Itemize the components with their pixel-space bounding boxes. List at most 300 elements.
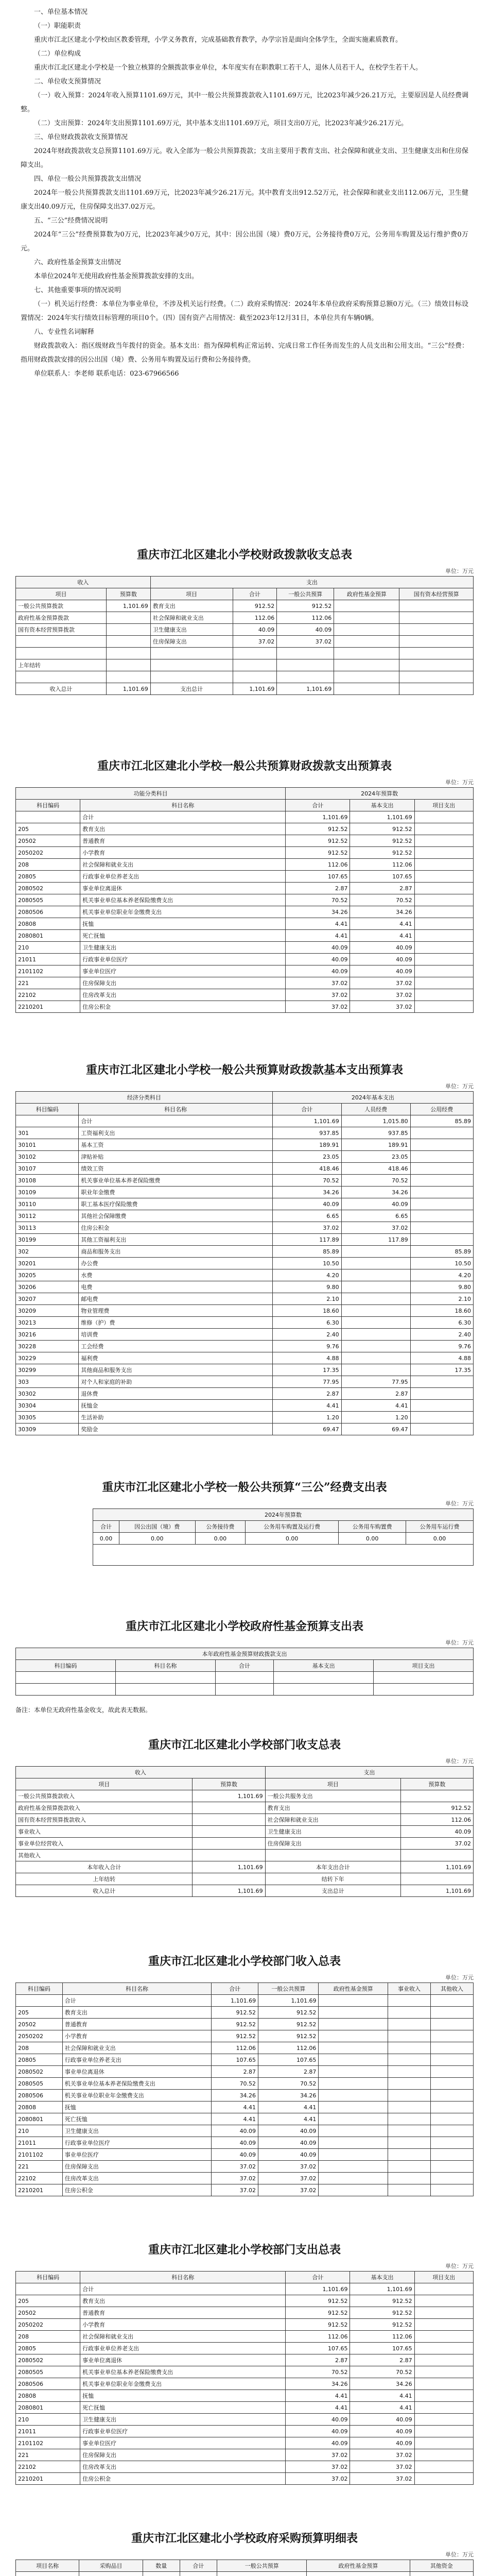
- table-cell: 70.52: [286, 2366, 350, 2378]
- table-cell: 37.02: [350, 2473, 414, 2485]
- table-cell: 1,101.69: [350, 2283, 414, 2295]
- table-cell: 912.52: [286, 847, 350, 859]
- table-cell: [388, 2161, 431, 2173]
- table-cell: 30229: [16, 1352, 79, 1364]
- table-row: [16, 2307, 474, 2319]
- table-row: [16, 847, 474, 859]
- table-cell: 30109: [16, 1187, 79, 1198]
- table-cell: [400, 1873, 473, 1885]
- table-cell: 行政事业单位养老支出: [62, 2054, 212, 2066]
- table-cell: [414, 954, 473, 965]
- table-cell: 6.30: [272, 1317, 341, 1329]
- table-cell: [414, 835, 473, 847]
- table-cell: 912.52: [350, 823, 414, 835]
- table-row: [16, 2102, 474, 2113]
- table-cell: [410, 1151, 473, 1163]
- table-cell: 邮电费: [79, 1293, 272, 1305]
- table-cell: [319, 2102, 388, 2113]
- table-cell: 18.60: [272, 1305, 341, 1317]
- table-cell: 教育支出: [80, 2295, 286, 2307]
- total-row: [16, 1885, 474, 1897]
- table-cell: [388, 2102, 431, 2113]
- table-cell: [430, 2125, 473, 2137]
- table-cell: 30209: [16, 1305, 79, 1317]
- table-cell: [341, 1246, 410, 1258]
- table-cell: 4.41: [286, 930, 350, 942]
- paragraph: 2024年财政拨款收支总预算1101.69万元。收入全部为一般公共预算拨款；支出主要用于教育支出、社会保障和就业支出、卫生健康支出和住房保障支出。: [21, 147, 468, 169]
- table-cell: 2.87: [258, 2066, 319, 2078]
- table-cell: 20502: [16, 2019, 63, 2030]
- table-cell: 70.52: [272, 1175, 341, 1187]
- table-cell: 1,101.69: [286, 2283, 350, 2295]
- table-row: [16, 2019, 474, 2030]
- table-cell: [399, 600, 474, 612]
- table-cell: 普通教育: [80, 2307, 286, 2319]
- table-cell: 一般公共预算拨款收入: [16, 1790, 193, 1802]
- table-cell: 0.00: [119, 1533, 195, 1545]
- table-row: [16, 1388, 474, 1400]
- table-cell: 教育支出: [265, 1802, 400, 1814]
- table9-unit: 单位：万元: [445, 2551, 474, 2558]
- table-cell: 2210201: [16, 1001, 80, 1013]
- table6-unit: 单位：万元: [445, 1758, 474, 1765]
- table-cell: [16, 1115, 79, 1127]
- table-cell: 商品和服务支出: [79, 1246, 272, 1258]
- table-cell: 30101: [16, 1139, 79, 1151]
- column-header: 政府性基金预算: [319, 1983, 388, 1995]
- table-cell: 30207: [16, 1293, 79, 1305]
- table-cell: [107, 636, 151, 648]
- table-cell: 住房改革支出: [80, 989, 286, 1001]
- table2-unit: 单位：万元: [445, 779, 474, 786]
- table-cell: 社会保障和就业支出: [80, 859, 286, 871]
- table-cell: 抚恤金: [79, 1400, 272, 1412]
- table-cell: 112.06: [286, 859, 350, 871]
- table-cell: [107, 648, 151, 659]
- table-cell: 教育支出: [80, 823, 286, 835]
- table-cell: 37.02: [286, 2449, 350, 2461]
- table-cell: 23.05: [272, 1151, 341, 1163]
- table-cell: 9.76: [410, 1341, 473, 1352]
- table-cell: [319, 2173, 388, 2184]
- column-header: 其他收入: [430, 1983, 473, 1995]
- column-header: 基本支出: [274, 1660, 374, 1672]
- table-cell: 2.87: [341, 1388, 410, 1400]
- table-cell: 40.09: [286, 954, 350, 965]
- table-cell: 事业收入: [16, 1826, 193, 1838]
- table-cell: 抚恤: [62, 2102, 212, 2113]
- table-cell: 对个人和家庭的补助: [79, 1376, 272, 1388]
- column-header: 人员经费: [341, 1104, 410, 1115]
- table-cell: 其他社会保障缴费: [79, 1210, 272, 1222]
- table-cell: [193, 1826, 265, 1838]
- column-header: 因公出国（境）费: [119, 1521, 195, 1533]
- table-cell: 国有资本经营预算拨款收入: [16, 1814, 193, 1826]
- table-cell: 912.52: [286, 2295, 350, 2307]
- table-cell: [107, 624, 151, 636]
- table-cell: 2.87: [272, 1388, 341, 1400]
- table-row: [16, 1246, 474, 1258]
- table-cell: [410, 1210, 473, 1222]
- table-cell: [277, 671, 334, 683]
- table-cell: 117.89: [341, 1234, 410, 1246]
- table-cell: 30205: [16, 1269, 79, 1281]
- table4-unit: 单位：万元: [445, 1500, 474, 1507]
- table-row: [16, 1258, 474, 1269]
- table-cell: 2.87: [286, 883, 350, 894]
- table-cell: 水费: [79, 1269, 272, 1281]
- table-cell: 2.10: [272, 1293, 341, 1305]
- table-cell: [341, 1329, 410, 1341]
- column-header: 科目名称: [80, 2272, 286, 2283]
- table-row: [16, 1305, 474, 1317]
- table-cell: 社会保障和就业支出: [62, 2042, 212, 2054]
- table-cell: 其他收入: [16, 1850, 193, 1861]
- table-cell: 培训费: [79, 1329, 272, 1341]
- table-cell: 17.35: [410, 1364, 473, 1376]
- table-cell: 112.06: [233, 612, 277, 624]
- table-cell: 210: [16, 2125, 63, 2137]
- table-cell: 37.02: [400, 1838, 473, 1850]
- table-cell: [334, 659, 399, 671]
- table-row: [16, 1281, 474, 1293]
- table-cell: 本年收入合计: [16, 1861, 193, 1873]
- table-cell: [233, 659, 277, 671]
- table-cell: 其他工资福利支出: [79, 1234, 272, 1246]
- table-cell: 绩效工资: [79, 1163, 272, 1175]
- table-row: [16, 2437, 474, 2449]
- column-header: 项目支出: [374, 1660, 474, 1672]
- table-row: [16, 2137, 474, 2149]
- paragraph: （一）收入预算：2024年收入预算1101.69万元，其中一般公共预算拨款收入1101.69万元，比2023年减少26.21万元，主要原因是人员经费调整。: [21, 92, 468, 113]
- table-cell: [341, 1317, 410, 1329]
- table-cell: 生活补助: [79, 1412, 272, 1423]
- table-cell: [334, 648, 399, 659]
- table-cell: [388, 2173, 431, 2184]
- table-cell: [414, 894, 473, 906]
- table-row: [16, 1995, 474, 2007]
- table-cell: [399, 624, 474, 636]
- table-cell: 1,015.80: [341, 1115, 410, 1127]
- column-header: 事业收入: [388, 1983, 431, 1995]
- column-header: 采购品目: [79, 2560, 143, 2572]
- table-cell: 37.02: [233, 636, 277, 648]
- table-cell: 37.02: [286, 1001, 350, 1013]
- column-header: 科目编码: [16, 1104, 79, 1115]
- table-cell: 基本工资: [79, 1139, 272, 1151]
- table-row: [16, 1814, 474, 1826]
- table3-title: 重庆市江北区建北小学校一般公共预算财政拨款基本支出预算表: [85, 1063, 403, 1077]
- income-header: 收入: [16, 1767, 266, 1778]
- table-row: [16, 965, 474, 977]
- table-cell: 2080801: [16, 930, 80, 942]
- table-cell: 21011: [16, 954, 80, 965]
- table-cell: [414, 965, 473, 977]
- table-row: [16, 1222, 474, 1234]
- table-cell: [430, 2137, 473, 2149]
- table-cell: 普通教育: [62, 2019, 212, 2030]
- table6-title: 重庆市江北区建北小学校部门收支总表: [148, 1738, 341, 1752]
- table-cell: 34.26: [286, 906, 350, 918]
- table-cell: [414, 811, 473, 823]
- gov-fund-expenditure-table: [15, 1648, 474, 1696]
- table-cell: 20808: [16, 918, 80, 930]
- table-cell: 2101102: [16, 2149, 63, 2161]
- table-cell: [388, 2090, 431, 2102]
- table-cell: 4.41: [286, 2390, 350, 2402]
- table-cell: 70.52: [350, 894, 414, 906]
- table-cell: 1,101.69: [193, 1885, 265, 1897]
- table-cell: 20805: [16, 2343, 80, 2354]
- table-cell: [341, 1269, 410, 1281]
- column-header: 合计: [93, 1521, 119, 1533]
- table-cell: 其他商品和服务支出: [79, 1364, 272, 1376]
- table-cell: 4.88: [272, 1352, 341, 1364]
- table-row: [16, 2319, 474, 2331]
- table-cell: 69.47: [272, 1423, 341, 1435]
- table-cell: 34.26: [350, 2378, 414, 2390]
- table-cell: [414, 823, 473, 835]
- table-cell: 418.46: [272, 1163, 341, 1175]
- table-cell: 37.02: [350, 2461, 414, 2473]
- table-cell: [233, 648, 277, 659]
- table-cell: 行政事业单位养老支出: [80, 2343, 286, 2354]
- total-row: [16, 683, 474, 695]
- table-cell: 2.87: [350, 883, 414, 894]
- table-cell: 2.10: [410, 1293, 473, 1305]
- table-cell: [430, 2054, 473, 2066]
- table-cell: 4.41: [212, 2102, 258, 2113]
- table-cell: [265, 1850, 400, 1861]
- table1-unit: 单位：万元: [445, 568, 474, 574]
- table-cell: 205: [16, 2295, 80, 2307]
- column-header: 项目: [150, 588, 233, 600]
- table-cell: 0.00: [93, 1533, 119, 1545]
- table-cell: 85.89: [410, 1115, 473, 1127]
- table-cell: 2050202: [16, 2030, 63, 2042]
- table-cell: [319, 1995, 388, 2007]
- column-header: 项目: [265, 1778, 400, 1790]
- table-cell: 912.52: [233, 600, 277, 612]
- expense-header: 支出: [265, 1767, 473, 1778]
- table7-unit: 单位：万元: [445, 1974, 474, 1981]
- table-cell: 津贴补贴: [79, 1151, 272, 1163]
- table-cell: 37.02: [212, 2184, 258, 2196]
- table-cell: 40.09: [258, 2137, 319, 2149]
- table-cell: [414, 2331, 473, 2343]
- table-cell: 1.20: [341, 1412, 410, 1423]
- table-cell: 912.52: [400, 1802, 473, 1814]
- column-header: 基本支出: [350, 2272, 414, 2283]
- table-cell: 40.09: [400, 1826, 473, 1838]
- table-cell: [193, 1850, 265, 1861]
- table-cell: 1,101.69: [400, 1885, 473, 1897]
- table-cell: 机关事业单位职业年金缴费支出: [80, 2378, 286, 2390]
- table-cell: 77.95: [272, 1376, 341, 1388]
- table-cell: 189.91: [341, 1139, 410, 1151]
- table-cell: [430, 2090, 473, 2102]
- table-cell: 机关事业单位职业年金缴费支出: [80, 906, 286, 918]
- column-header: 一般公共预算: [277, 588, 334, 600]
- table-row: [16, 823, 474, 835]
- table-cell: 政府性基金预算拨款收入: [16, 1802, 193, 1814]
- table-row: [16, 1269, 474, 1281]
- table-cell: [341, 1352, 410, 1364]
- table-row: [16, 2461, 474, 2473]
- table-row: [16, 2113, 474, 2125]
- table-row: [16, 2426, 474, 2437]
- table-cell: 21011: [16, 2137, 63, 2149]
- table-cell: [410, 1163, 473, 1175]
- table5-title: 重庆市江北区建北小学校政府性基金预算支出表: [125, 1620, 363, 1633]
- table-cell: 23.05: [341, 1151, 410, 1163]
- table-cell: [319, 2149, 388, 2161]
- column-header: 公务用车购置及运行费: [246, 1521, 339, 1533]
- table-cell: 电费: [79, 1281, 272, 1293]
- table-cell: 937.85: [272, 1127, 341, 1139]
- table-cell: [16, 671, 107, 683]
- budget-explanation-text: [21, 5, 468, 381]
- table-cell: 912.52: [350, 835, 414, 847]
- table-cell: 机关事业单位基本养老保险缴费: [79, 1175, 272, 1187]
- table-cell: [107, 659, 151, 671]
- column-header: 科目编码: [16, 2272, 80, 2283]
- table-cell: [399, 671, 474, 683]
- table-cell: 20808: [16, 2390, 80, 2402]
- table-cell: [414, 942, 473, 954]
- table-cell: [16, 648, 107, 659]
- table-cell: 30213: [16, 1317, 79, 1329]
- table-row: [16, 1850, 474, 1861]
- table-cell: 住房公积金: [80, 2473, 286, 2485]
- table-row: [16, 2149, 474, 2161]
- table-row: [16, 2125, 474, 2137]
- column-header: 项目名称: [16, 2560, 79, 2572]
- table-cell: [430, 2078, 473, 2090]
- table7-title: 重庆市江北区建北小学校部门收入总表: [148, 1955, 341, 1968]
- table-cell: 2050202: [16, 2319, 80, 2331]
- table-cell: 卫生健康支出: [150, 624, 233, 636]
- table-cell: 社会保障和就业支出: [150, 612, 233, 624]
- table-cell: 40.09: [233, 624, 277, 636]
- table-row: [16, 1364, 474, 1376]
- table-cell: 37.02: [350, 2449, 414, 2461]
- table-cell: 0.00: [406, 1533, 474, 1545]
- table-cell: 107.65: [350, 2343, 414, 2354]
- group-header: 2024年基本支出: [272, 1092, 473, 1104]
- table-row: [16, 2402, 474, 2414]
- table-cell: [430, 2102, 473, 2113]
- column-header: 项目支出: [414, 800, 473, 811]
- table-cell: 4.41: [272, 1400, 341, 1412]
- table-cell: 小学教育: [80, 2319, 286, 2331]
- column-header: 预算数: [400, 1778, 473, 1790]
- table-cell: 事业单位医疗: [80, 965, 286, 977]
- table-cell: 40.09: [277, 624, 334, 636]
- table-cell: 上年结转: [16, 1873, 193, 1885]
- table-cell: 2.87: [350, 2354, 414, 2366]
- table-cell: 4.41: [286, 2402, 350, 2414]
- table-cell: 4.41: [286, 918, 350, 930]
- total-row: [16, 1861, 474, 1873]
- table-row: [16, 2295, 474, 2307]
- table-cell: [430, 2030, 473, 2042]
- table-cell: 912.52: [277, 600, 334, 612]
- table-cell: 住房公积金: [62, 2184, 212, 2196]
- table-cell: [388, 1995, 431, 2007]
- table-cell: [319, 2113, 388, 2125]
- table-cell: [414, 2366, 473, 2378]
- table-row: [16, 2030, 474, 2042]
- paragraph: 2024年一般公共预算拨款支出1101.69万元，比2023年减少26.21万元。其中教育支出912.52万元，社会保障和就业支出112.06万元，卫生健康支出40.09万元，住房保障支出37.02万元。: [21, 189, 468, 211]
- column-header: 科目名称: [115, 1660, 215, 1672]
- table-cell: 教育支出: [62, 2007, 212, 2019]
- table-row: [16, 906, 474, 918]
- section-heading: （二）单位构成: [34, 50, 81, 58]
- table-row: [16, 1790, 474, 1802]
- table-cell: [319, 2030, 388, 2042]
- table-cell: 住房保障支出: [150, 636, 233, 648]
- table-cell: [410, 1400, 473, 1412]
- table-cell: [400, 1790, 473, 1802]
- table-cell: 40.09: [350, 2414, 414, 2426]
- table-row: [16, 1329, 474, 1341]
- table-cell: 107.65: [286, 871, 350, 883]
- table-cell: 住房保障支出: [80, 2449, 286, 2461]
- caption: 2024年预算数: [93, 1509, 474, 1521]
- table-cell: 20502: [16, 835, 80, 847]
- table-cell: [16, 811, 80, 823]
- table-cell: 住房保障支出: [265, 1838, 400, 1850]
- table-cell: 30110: [16, 1198, 79, 1210]
- table-cell: [277, 659, 334, 671]
- column-header: 科目编码: [16, 800, 80, 811]
- table-cell: 37.02: [350, 989, 414, 1001]
- table-cell: 30108: [16, 1175, 79, 1187]
- table-row: [16, 930, 474, 942]
- table-cell: [319, 2042, 388, 2054]
- table-row: [16, 2042, 474, 2054]
- table-cell: 2101102: [16, 965, 80, 977]
- column-header: 公务用车运行费: [406, 1521, 474, 1533]
- table-cell: 112.06: [400, 1814, 473, 1826]
- table-cell: 112.06: [277, 612, 334, 624]
- table-cell: [319, 2019, 388, 2030]
- column-header: 数量: [143, 2560, 180, 2572]
- table-row: [16, 648, 474, 659]
- table-row: [16, 2090, 474, 2102]
- table-cell: 20805: [16, 871, 80, 883]
- table-cell: 210: [16, 2414, 80, 2426]
- table9-title: 重庆市江北区建北小学校政府采购预算明细表: [131, 2532, 358, 2545]
- table-cell: [388, 2042, 431, 2054]
- column-header: 政府性基金预算: [307, 2560, 410, 2572]
- table-row: [16, 1198, 474, 1210]
- table-cell: 37.02: [350, 977, 414, 989]
- table-cell: [430, 2173, 473, 2184]
- table-cell: 住房改革支出: [62, 2173, 212, 2184]
- table-cell: 70.52: [286, 894, 350, 906]
- table-cell: [341, 1293, 410, 1305]
- table-cell: [233, 671, 277, 683]
- table-cell: [414, 2307, 473, 2319]
- table-cell: 301: [16, 1127, 79, 1139]
- column-header: 项目: [16, 1778, 193, 1790]
- table-cell: 4.41: [258, 2113, 319, 2125]
- paragraph: 财政拨款收入：指区级财政当年拨付的资金。基本支出：指为保障机构正常运转、完成日常工作任务而发生的人员支出和公用支出。“三公”经费：指用财政拨款安排的因公出国（境）费、公务用车购置及运行费和公务接待费。: [21, 342, 468, 364]
- column-header: 合计: [212, 1983, 258, 1995]
- table-cell: 2080801: [16, 2402, 80, 2414]
